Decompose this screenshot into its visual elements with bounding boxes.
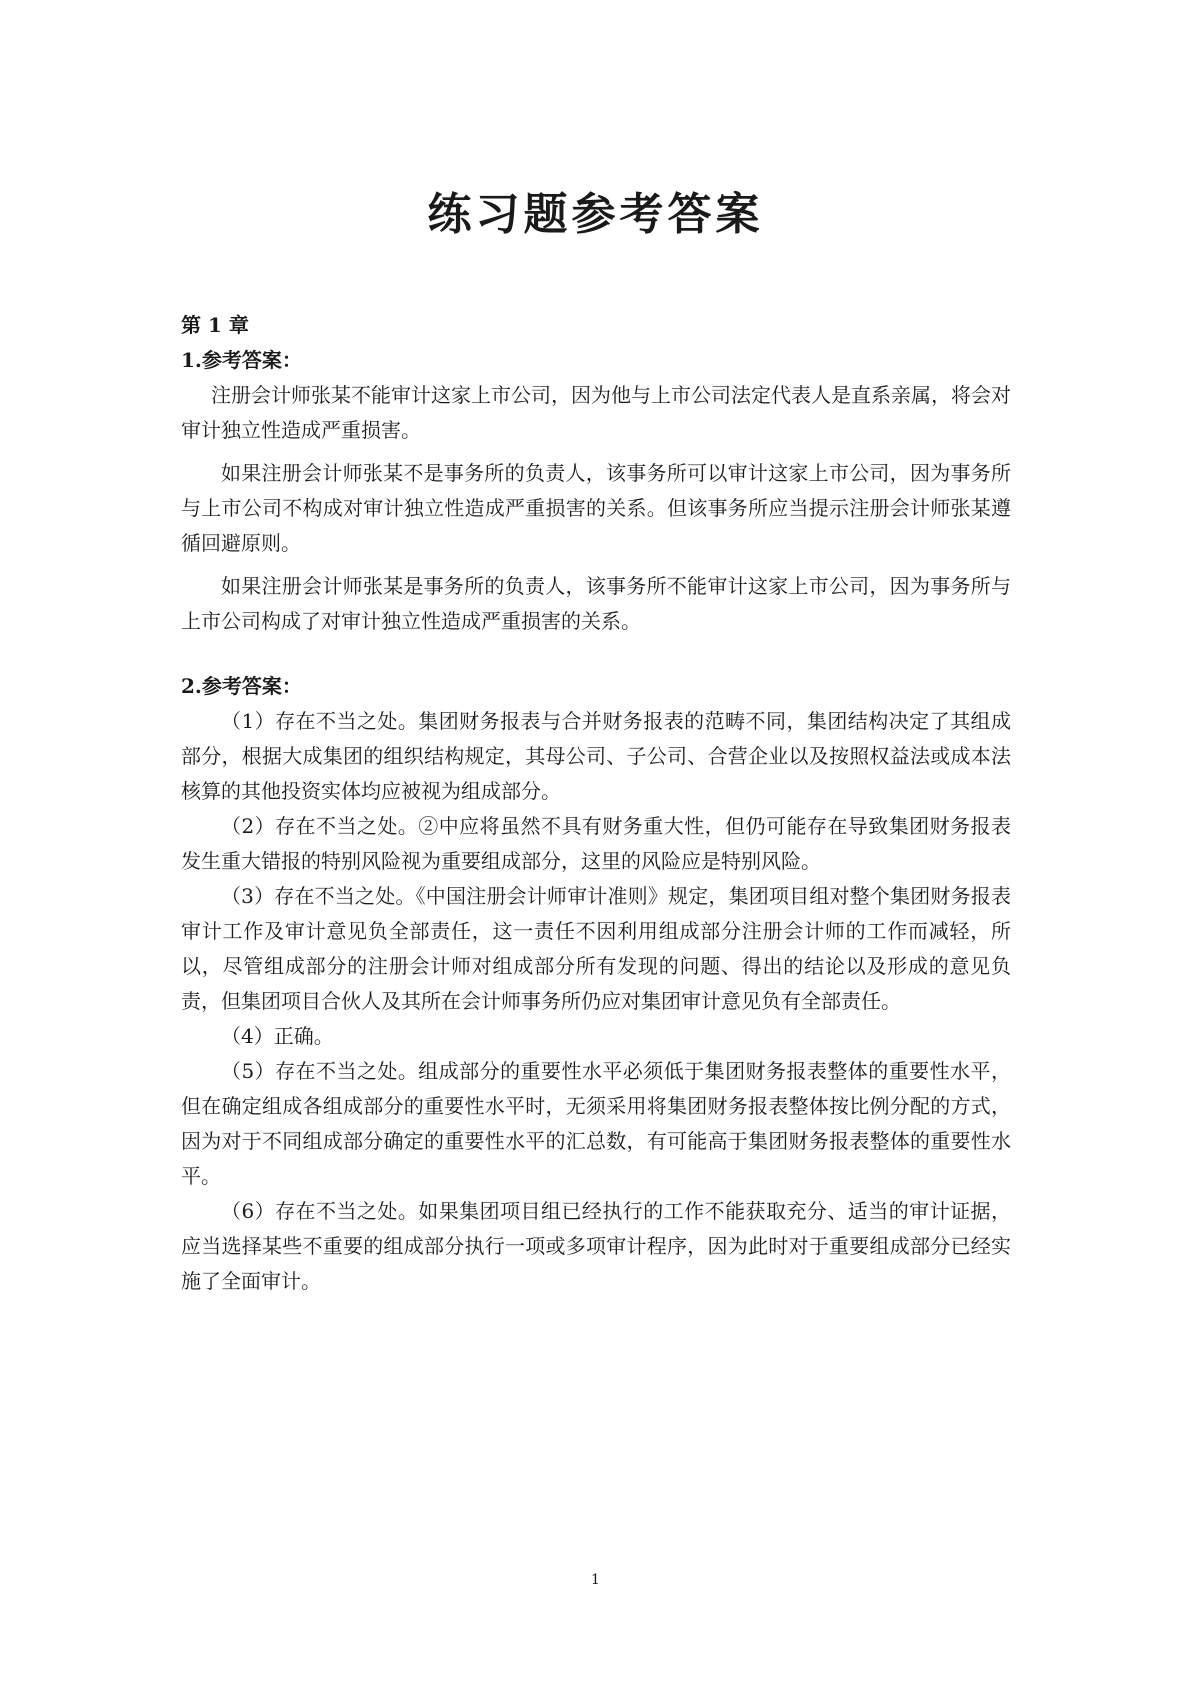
answer-paragraph: （5）存在不当之处。组成部分的重要性水平必须低于集团财务报表整体的重要性水平，但在确定组成各组成部分的重要性水平时，无须采用将集团财务报表整体按比例分配的方式，因为对于不同组成部分确定的重要性水平的汇总数，有可能高于集团财务报表整体的重要性水平。 [181,1059,1011,1188]
answer-heading: 2.参考答案： [181,674,302,698]
answer-paragraph: 如果注册会计师张某不是事务所的负责人，该事务所可以审计这家上市公司，因为事务所与上市公司不构成对审计独立性造成严重损害的关系。但该事务所应当提示注册会计师张某遵循回避原则。 [181,461,1011,555]
answer-paragraph: 注册会计师张某不能审计这家上市公司，因为他与上市公司法定代表人是直系亲属，将会对审计独立性造成严重损害。 [181,383,1011,442]
answer-paragraph: （4）正确。 [221,1024,334,1048]
answer-heading: 1.参考答案： [181,348,302,372]
document-title: 练习题参考答案 [427,189,764,240]
answer-paragraph: 如果注册会计师张某是事务所的负责人，该事务所不能审计这家上市公司，因为事务所与上市公司构成了对审计独立性造成严重损害的关系。 [181,574,1011,633]
answer-section-1 [181,343,1011,639]
answer-paragraph: （2）存在不当之处。②中应将虽然不具有财务重大性，但仍可能存在导致集团财务报表发生重大错报的特别风险视为重要组成部分，这里的风险应是特别风险。 [181,814,1011,873]
answer-section-2 [181,669,1011,1299]
section-spacer [181,639,1011,669]
answer-paragraph: （3）存在不当之处。《中国注册会计师审计准则》规定，集团项目组对整个集团财务报表审计工作及审计意见负全部责任，这一责任不因利用组成部分注册会计师的工作而减轻，所以，尽管组成部分的注册会计师对组成部分所有发现的问题、得出的结论以及形成的意见负责，但集团项目合伙人及其所在会计师事务所仍应对集团审计意见负有全部责任。 [181,884,1011,1013]
answer-paragraph: （1）存在不当之处。集团财务报表与合并财务报表的范畴不同，集团结构决定了其组成部分，根据大成集团的组织结构规定，其母公司、子公司、合营企业以及按照权益法或成本法核算的其他投资实体均应被视为组成部分。 [181,709,1011,803]
chapter-heading: 第 1 章 [181,313,249,337]
page-number: 1 [591,1572,600,1588]
answer-paragraph: （6）存在不当之处。如果集团项目组已经执行的工作不能获取充分、适当的审计证据，应当选择某些不重要的组成部分执行一项或多项审计程序，因为此时对于重要组成部分已经实施了全面审计。 [181,1199,1011,1293]
document-body [181,308,1011,1299]
